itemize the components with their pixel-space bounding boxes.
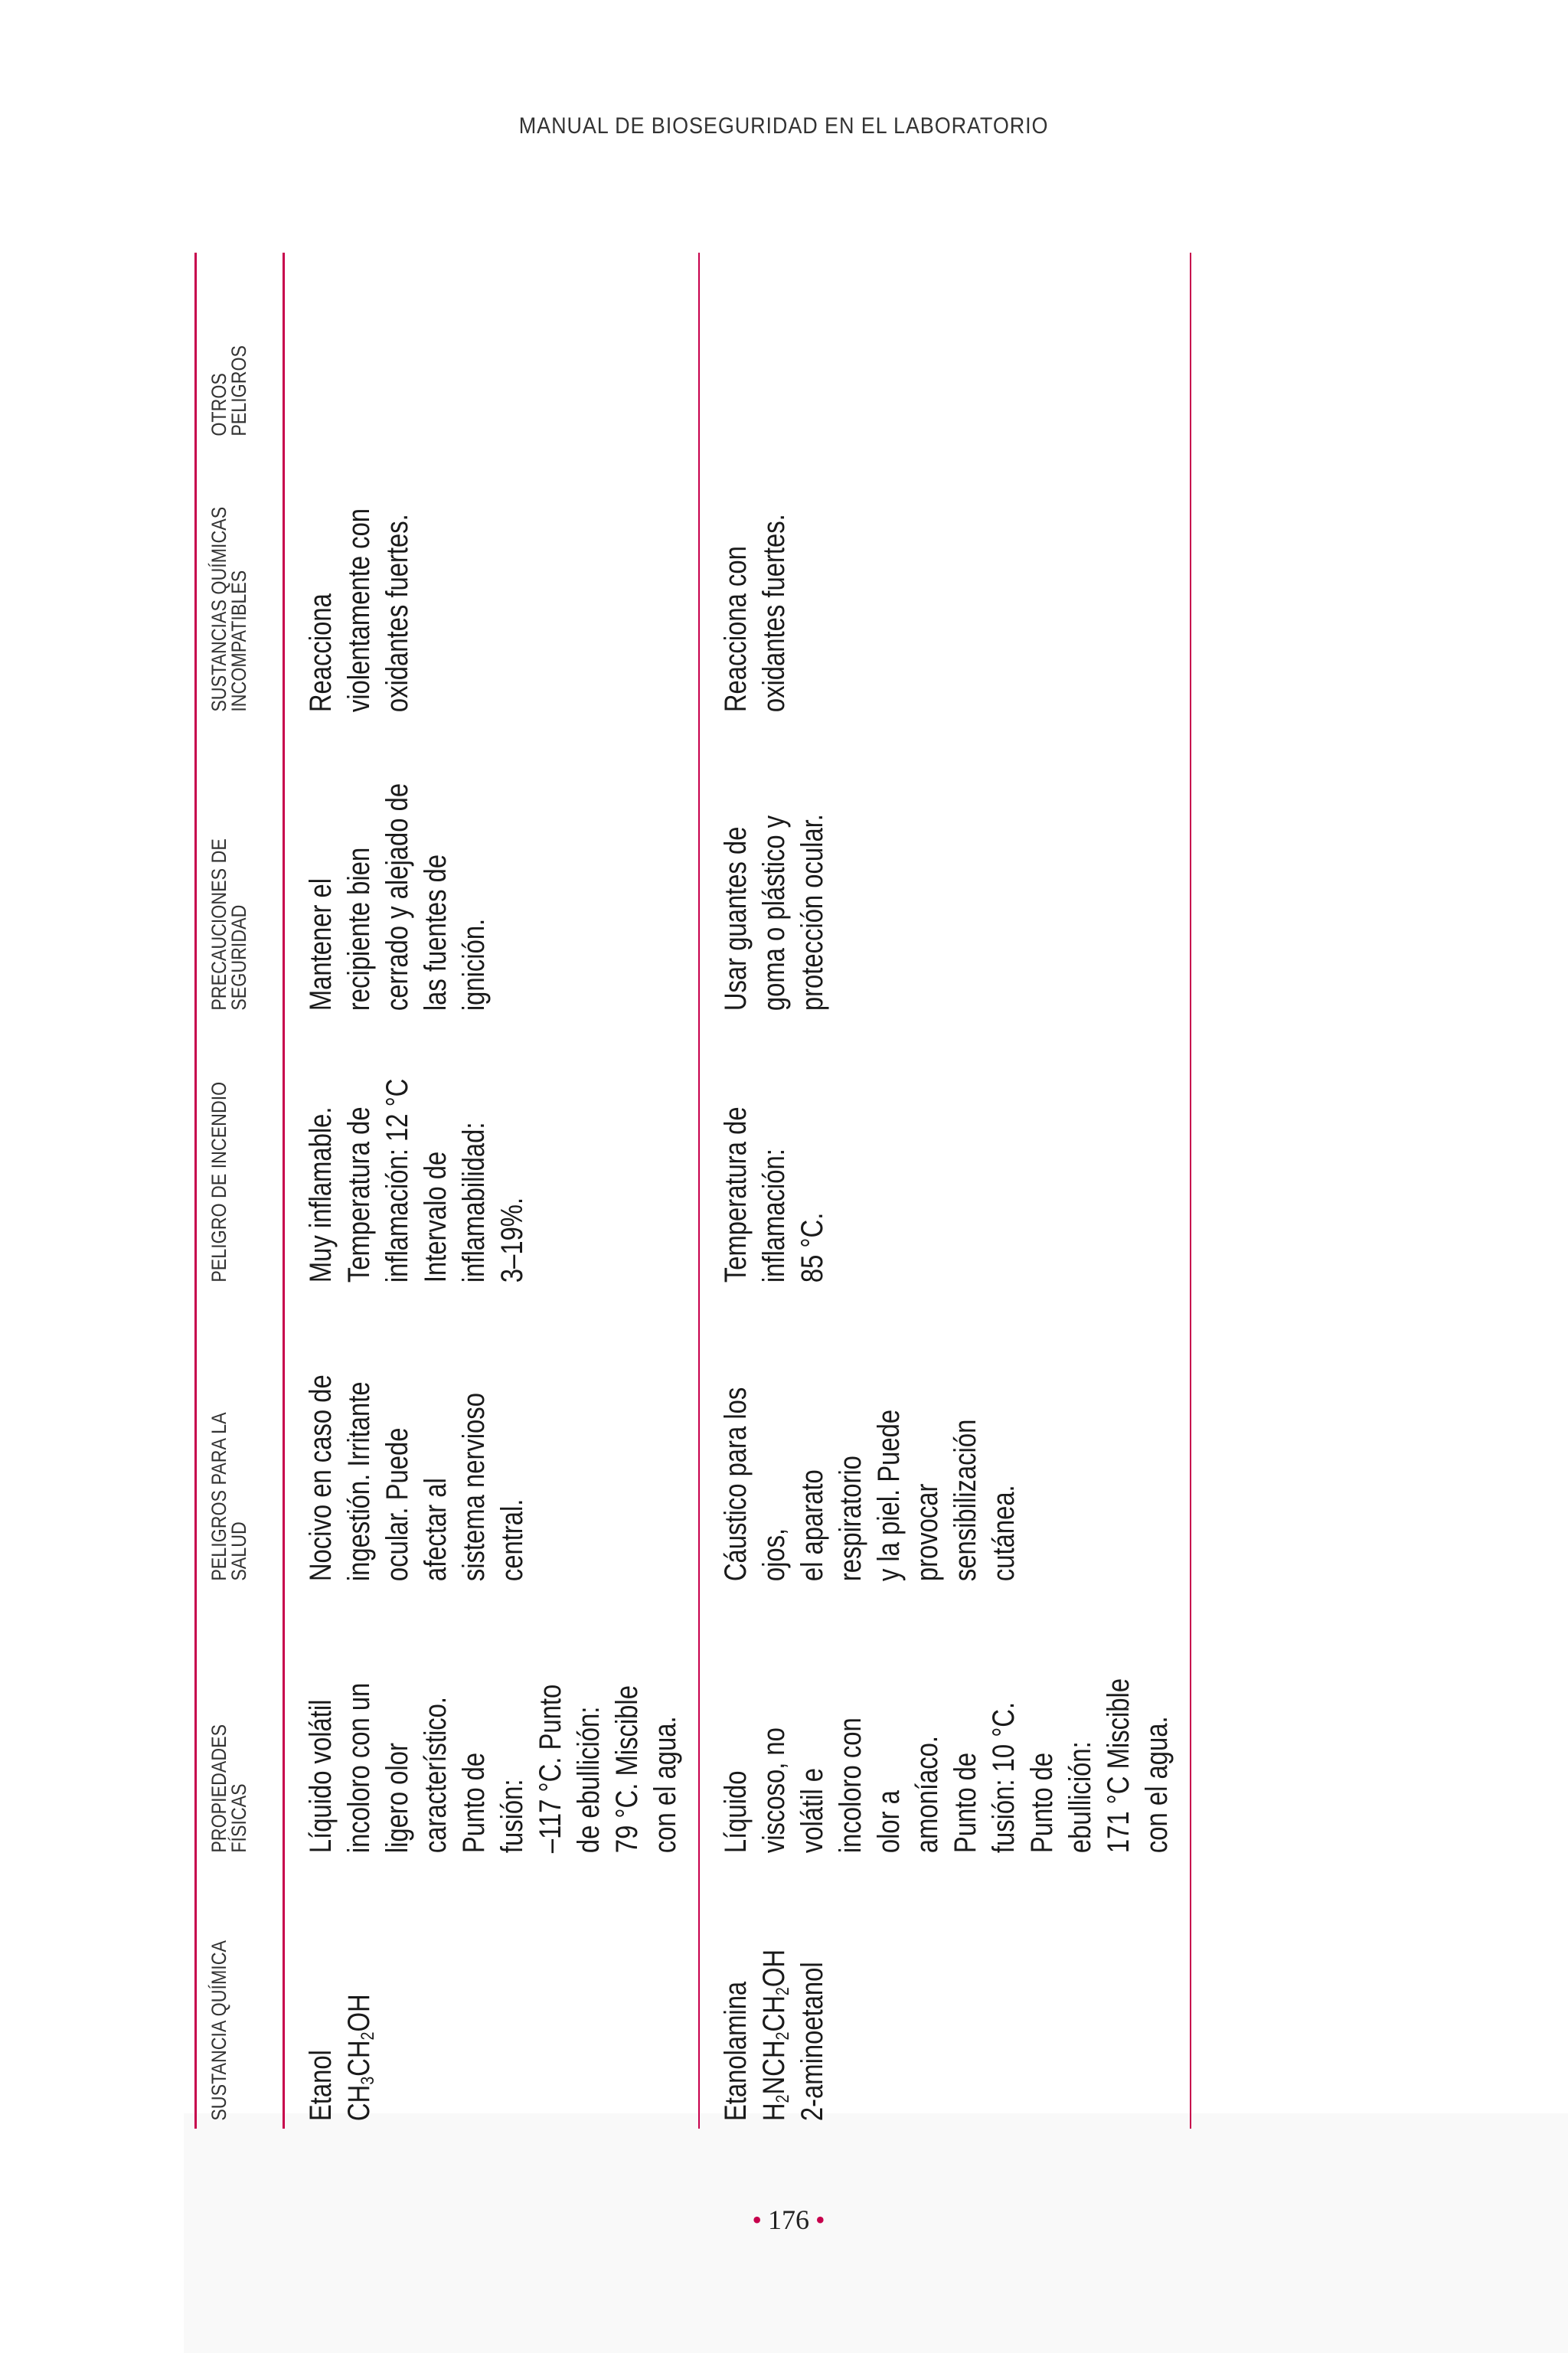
- header-physical: PROPIEDADES FÍSICAS: [207, 1724, 250, 1853]
- other-cell: [285, 287, 701, 444]
- substance-name: Etanolamina: [719, 1981, 753, 2122]
- other-cell: [700, 287, 1193, 444]
- substance-formula: $H_2NCH_2CH_2OH$: [757, 1949, 793, 2122]
- substance-alt-name: 2-aminoetanol: [795, 1962, 829, 2122]
- substance-formula: $CH_3CH_2OH$: [342, 1994, 378, 2122]
- running-head: MANUAL DE BIOSEGURIDAD EN EL LABORATORIO: [518, 113, 1049, 139]
- header-precautions: PRECAUCIONES DE SEGURIDAD: [207, 838, 250, 1011]
- fire-cell: Muy inflamable. Temperatura de inflamación: 12 °C Intervalo de inflamabilidad: 3–19%.: [304, 1078, 529, 1283]
- page-bottom-shade: [184, 2113, 1568, 2353]
- substance-name: Etanol: [304, 2050, 338, 2122]
- page-number-value: 176: [768, 2204, 809, 2235]
- incompatible-cell: Reacciona violentamente con oxidantes fuertes.: [304, 508, 414, 713]
- substance-cell: [700, 1909, 1193, 2129]
- table-row: [700, 253, 1191, 2129]
- physical-cell: Líquido volátil incoloro con un ligero olor característico. Punto de fusión: –117 °C. Punto de ebullición: 79 °C. Miscible con el agua.: [304, 1682, 682, 1854]
- health-cell: Nocivo en caso de ingestión. Irritante ocular. Puede afectar al sistema nervioso central.: [304, 1374, 529, 1582]
- header-health: PELIGROS PARA LA SALUD: [207, 1412, 250, 1581]
- rotated-table: [194, 253, 1174, 2129]
- fire-cell: Temperatura de inflamación: 85 °C.: [719, 1106, 829, 1283]
- header-substance: SUSTANCIA QUÍMICA: [207, 1940, 230, 2121]
- header-fire: PELIGRO DE INCENDIO: [207, 1081, 230, 1283]
- precautions-cell: Mantener el recipiente bien cerrado y alejado de las fuentes de ignición.: [304, 783, 491, 1011]
- precautions-cell: Usar guantes de goma o plástico y protección ocular.: [719, 814, 829, 1011]
- bullet-left: •: [752, 2204, 762, 2235]
- bullet-right: •: [815, 2204, 825, 2235]
- header-incompatible: SUSTANCIAS QUÍMICAS INCOMPATIBLES: [207, 506, 250, 712]
- header-other: OTROS PELIGROS: [207, 345, 250, 436]
- substance-cell: [285, 1909, 701, 2129]
- incompatible-cell: Reacciona con oxidantes fuertes.: [719, 514, 791, 713]
- page-number: [720, 2204, 858, 2236]
- table-header-row: [194, 253, 285, 2129]
- health-cell: Cáustico para los ojos, el aparato respiratorio y la piel. Puede provocar sensibilización cutánea.: [719, 1387, 1021, 1582]
- physical-cell: Líquido viscoso, no volátil e incoloro con olor a amoníaco. Punto de fusión: 10 °C. Punto de ebullición: 171 °C Miscible con el agua.: [719, 1678, 1174, 1854]
- table-row: [285, 253, 700, 2129]
